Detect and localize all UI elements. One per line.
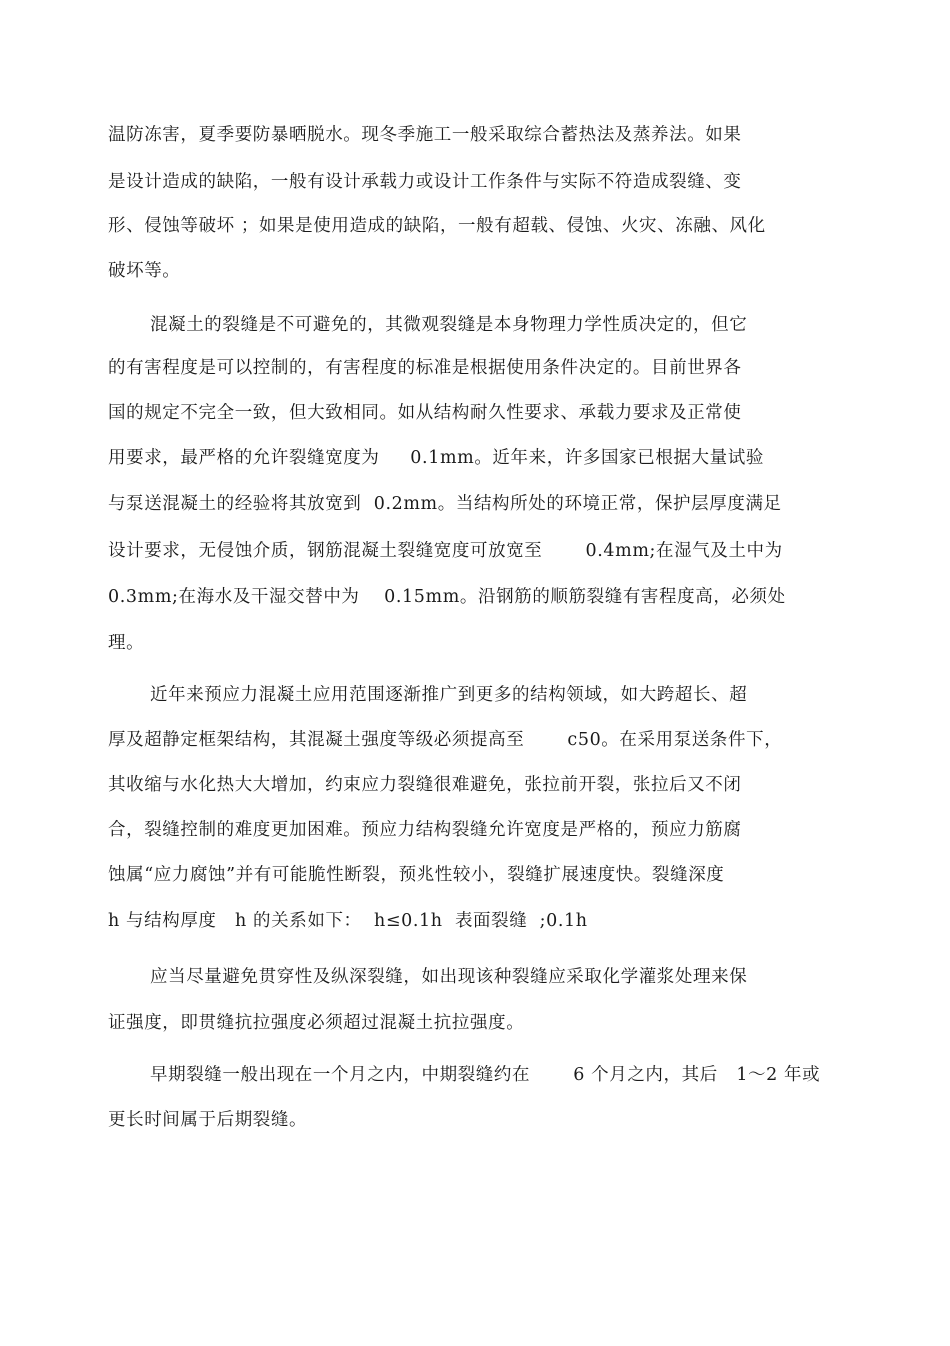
- paragraph-1-line-1: 温防冻害，夏季要防暴晒脱水。现冬季施工一般采取综合蓄热法及蒸养法。如果: [108, 125, 742, 145]
- paragraph-1-line-4: 破坏等。: [108, 261, 181, 281]
- paragraph-4-line-1: 应当尽量避免贯穿性及纵深裂缝，如出现该种裂缝应采取化学灌浆处理来保: [150, 967, 748, 987]
- paragraph-1-line-2: 是设计造成的缺陷，一般有设计承载力或设计工作条件与实际不符造成裂缝、变: [108, 172, 742, 192]
- paragraph-3-line-1: 近年来预应力混凝土应用范围逐渐推广到更多的结构领域，如大跨超长、超: [150, 685, 748, 705]
- paragraph-2-line-4: 用要求，最严格的允许裂缝宽度为 0.1mm。近年来，许多国家已根据大量试验: [108, 448, 764, 468]
- paragraph-4-line-2: 证强度，即贯缝抗拉强度必须超过混凝土抗拉强度。: [108, 1013, 525, 1033]
- paragraph-2-line-2: 的有害程度是可以控制的，有害程度的标准是根据使用条件决定的。目前世界各: [108, 358, 742, 378]
- paragraph-3-line-5: 蚀属“应力腐蚀”并有可能脆性断裂，预兆性较小，裂缝扩展速度快。裂缝深度: [108, 865, 725, 885]
- paragraph-5-line-1: 早期裂缝一般出现在一个月之内，中期裂缝约在 6 个月之内，其后 1～2 年或: [150, 1065, 821, 1085]
- paragraph-2-line-5: 与泵送混凝土的经验将其放宽到 0.2mm。当结构所处的环境正常，保护层厚度满足: [108, 494, 782, 514]
- paragraph-3-line-4: 合，裂缝控制的难度更加困难。预应力结构裂缝允许宽度是严格的，预应力筋腐: [108, 820, 742, 840]
- paragraph-2-line-7: 0.3mm;在海水及干湿交替中为 0.15mm。沿钢筋的顺筋裂缝有害程度高，必须处: [108, 587, 786, 607]
- paragraph-3-line-3: 其收缩与水化热大大增加，约束应力裂缝很难避免，张拉前开裂，张拉后又不闭: [108, 775, 742, 795]
- paragraph-2-line-6: 设计要求，无侵蚀介质，钢筋混凝土裂缝宽度可放宽至 0.4mm;在湿气及土中为: [108, 541, 783, 561]
- paragraph-3-line-6: h 与结构厚度 h 的关系如下： h≤0.1h 表面裂缝 ;0.1h: [108, 911, 588, 931]
- paragraph-2-line-1: 混凝土的裂缝是不可避免的，其微观裂缝是本身物理力学性质决定的，但它: [150, 315, 748, 335]
- paragraph-2-line-3: 国的规定不完全一致，但大致相同。如从结构耐久性要求、承载力要求及正常使: [108, 403, 742, 423]
- paragraph-1-line-3: 形、侵蚀等破坏 ；如果是使用造成的缺陷，一般有超载、侵蚀、火灾、冻融、风化: [108, 216, 766, 236]
- paragraph-5-line-2: 更长时间属于后期裂缝。: [108, 1110, 308, 1130]
- paragraph-3-line-2: 厚及超静定框架结构，其混凝土强度等级必须提高至 c50。在采用泵送条件下，: [108, 730, 783, 750]
- paragraph-2-line-8: 理。: [108, 633, 145, 653]
